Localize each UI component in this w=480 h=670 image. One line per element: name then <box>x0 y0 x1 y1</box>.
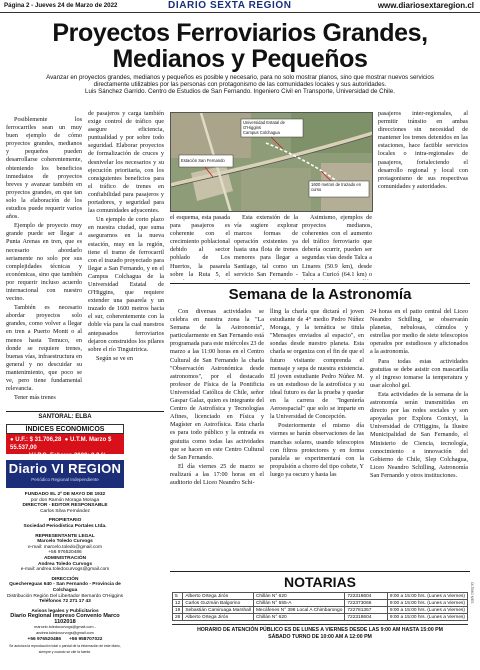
article1-column-5 <box>302 214 372 280</box>
table-cell: 9:00 a 15:00 hrs. (Lunes a Viernes) <box>387 600 467 607</box>
paragraph: Esta extensión de la vía sugiere explorar marcos formas de operación existentes ya hasta una flota de trenes menores para llegar a Santiago, tal como un servicio San Fernando - <box>234 214 298 278</box>
astronomy-title: Semana de la Astronomía <box>228 286 412 303</box>
contact-email[interactable]: marcelo.toledocurvogs@gmail.com - andrea.toledocurvogs@gmail.com <box>34 625 96 636</box>
masthead-logo <box>6 460 124 488</box>
paragraph: Para todas estas actividades gratuitas se debe asistir con mascarilla y el ingreso tomarse la temperatura y usar alcohol gel. <box>370 357 468 389</box>
article-title <box>30 20 450 72</box>
map-label: Campus Colchagua <box>243 130 280 135</box>
table-cell: Alberto Ortega Jirón <box>183 614 254 621</box>
lede-byline: Luis Sánchez Garrido. Centro de Estudios de San Fernando. Ingeniero Civil en Transporte, Universidad de Chile. <box>85 88 395 95</box>
contact-phones <box>6 637 124 643</box>
table-cell: 9:00 a 15:00 hrs. (Lunes a Viernes) <box>387 614 467 621</box>
article2-column-1 <box>170 308 264 570</box>
logo-text: Diario VI REGION <box>8 461 122 476</box>
divider <box>6 411 164 412</box>
uf-value <box>10 436 120 452</box>
economic-indices <box>6 434 124 459</box>
owner-title: PROPIETARIO <box>48 518 82 524</box>
paragraph: El día viernes 25 de marzo se realizará a las 17:00 horas en el auditorio del Liceo Neandro Schi- <box>170 462 264 486</box>
table-cell: 722373066 <box>345 600 387 607</box>
founded: FUNDADO EL 2º DE MAYO DE 1932 <box>24 492 106 497</box>
map-label: Universidad Estatal de O'Higgins <box>243 120 285 130</box>
vertical-note: ÚLTIMO MES <box>470 582 474 604</box>
director-title: DIRECTOR - EDITOR RESPONSABLE <box>22 503 108 509</box>
paragraph: 24 horas en el patio central del Liceo Neandro Schilling, se observarán planetas, nebulosas, cúmulos y estrellas por medio de siete telescopios operados por estudiosos y aficionados a la astronomía. <box>370 308 468 356</box>
ads-title: Avisos legales y Publicitarios <box>31 608 99 614</box>
paragraph: Ejemplo de proyecto muy grande puede ser llegar a Punta Arenas en tren, que es necesario abordarlo seriamente no solo por sus complejidades técnicas y económicas, sino que también por requerir incluso acuerdo internacional con nuestro vecino. <box>6 222 82 303</box>
founder: por don Ramón Moraga Moraga <box>30 497 100 503</box>
divider <box>170 571 470 572</box>
article1-column-4 <box>234 214 298 280</box>
santoral: SANTORAL: ELBA <box>38 414 92 420</box>
title-line-2: Medianos y Pequeños <box>112 45 368 73</box>
map-label-university <box>243 120 301 135</box>
table-row <box>173 607 468 614</box>
paragraph: Esta actividades de la semana de la astronomía serán transmitidas en directo por las redes sociales y son apoyadas por Explora Conicyt, la Universidad de O'Higgins, la Ilustre Municipalidad de San Fernando, el Ministerio de Ciencia, tecnología, conocimiento e innovación del Gobierno de Chile, Slep Colchagua, Liceo Neandro Schilling, Astronomía San Fernando y otros instituciones. <box>370 390 468 479</box>
legal-title: REPRESENTANTE LEGAL <box>35 533 95 539</box>
table-row <box>173 600 468 607</box>
phone-2: +56 958707022 <box>69 636 103 642</box>
notarias-hours <box>172 624 468 641</box>
table-cell: 722781357 <box>345 607 387 614</box>
paragraph: Asimismo, ejemplos de proyectos medianos, coherentes con el aumento del tráfico ferroviario que debería ocurrir, pueden ser segundas vías desde Talca a Linares (50.9 km), desde Talca a Curicó (64.1 km) o <box>302 214 372 278</box>
hours-saturday: SÁBADO TURNO DE 10:00 AM A 12:00 PM <box>268 634 372 640</box>
table-cell: 9:00 a 15:00 hrs. (Lunes a Viernes) <box>387 593 467 600</box>
table-cell: 12 <box>173 600 183 607</box>
table-cell: Chillán N° 620 <box>253 614 344 621</box>
map-label-track: 1600 metros de trazado en curso <box>311 182 362 192</box>
lede-line-2: directamente utilizables por las personas con protagonismo de las comunidades locales y sus autoridades. <box>93 81 387 88</box>
paragraph: Con diversas actividades se celebra en nuestra zona la "La Semana de la Astronomía", particularmente en San Fernando está programada para este miércoles 23 de marzo a las 11:00 horas en el Centro Cultural de San Fernando la charla "Observación Astronómica desde astronomos", por el destacado profesor de Física de la Pontificia Universidad Católica de Chile, señor Gaspar Galaz, quien es integrante del Centro de Astrofísica y Tecnologías Afines, licenciado en Física y Magíster en Astrofísica. Esta charla es para todo público y la entrada es gratuita como todas las actividades que se hacen en este Centro Cultural de San Fernando. <box>170 308 264 461</box>
lede-line-1: Avanzar en proyectos grandes, medianos y pequeños es posible y necesario, para no solo mostrar planos, sino que mostrar nuevos servicios <box>46 74 434 81</box>
address-line-1: Quechereguas 640 - San Fernando - Provincia de Colchagua <box>9 582 121 593</box>
table-cell: Sebastián Camiruaga Marshall <box>183 607 254 614</box>
legal-name: Marcelo Toledo Curvogs <box>37 539 93 545</box>
paper-name: DIARIO SEXTA REGIÓN <box>168 0 292 11</box>
uf-text: ● U.F.: $ 31.706,28 <box>10 437 62 443</box>
table-cell: 26 <box>173 614 183 621</box>
paragraph: Posteriormente el mismo día viernes se harán observaciones de las manchas solares, usando telescopios con filtros protectores y en forma paralela se experimentará con la propulsión a chorro del tipo cohete, Y luego ya oscuro y hasta las <box>270 422 364 478</box>
article1-column-3 <box>170 214 230 280</box>
admin-name: Andrea Toledo Curvogs <box>37 561 92 567</box>
divider <box>170 283 470 284</box>
article1-column-1 <box>6 116 82 410</box>
address-title: DIRECCIÓN <box>51 576 79 582</box>
paragraph: También es necesario abordar proyectos solo grandes, como volver a llegar en tren a Puerto Montt o al menos hasta Temuco, en donde se requiere trenes, buenas vías, infraestructura en general y no descuidar su mantenimiento, que poco se ve, pero tiene fundamental relevancia. <box>6 304 82 393</box>
imprint <box>6 492 124 655</box>
notarias-title: NOTARIAS <box>283 574 357 590</box>
article-lede <box>14 74 466 95</box>
table-cell: 722318604 <box>345 614 387 621</box>
table-cell: Alberto Ortega Jirón <box>183 593 254 600</box>
logo-subtitle: Periódico Regional Independiente <box>31 477 99 482</box>
notarias-table <box>172 592 468 621</box>
page-header <box>0 0 480 13</box>
article2-column-2 <box>270 308 364 570</box>
table-row <box>173 593 468 600</box>
owner: Sociedad Periodística Portales Ltda. <box>23 523 107 529</box>
paragraph: Tener más trenes <box>14 394 56 402</box>
article1-column-2 <box>88 110 164 410</box>
map-label-station: Estación San Fernando <box>181 158 225 163</box>
table-cell: Mecáfenes N° 398 Local A Chimbarongo <box>253 607 344 614</box>
ipc-text: ● V.I.P.C. Febrero 2022: 0,3 % <box>23 453 107 459</box>
admin-title: ADMINISTRACIÓN <box>43 555 87 561</box>
paragraph: el esquema, esta pasada para pasajeros es coherente con el crecimiento poblacional debido al sector poblado de Los Huertos, la pasarela sobre la Ruta 5, el <box>170 214 230 278</box>
agreement: Diario Regional impreso Convenio Marco 1102018 <box>10 613 120 625</box>
utm-text: ● U.T.M. Marzo $ 55.537,00 <box>10 437 112 451</box>
paragraph: lling la charla que dictará el joven estudiante de 4° medio Pedro Núñez Moraga, y la temática se titula "Mensajes enviados al espacio", en sondas desde nuestro planeta. Esta charla se organiza con el fin de que el futuro visitante comprenda el mensaje y sepa de nuestra existencia. El joven estudiante Pedro Núñez M. es un estudioso de la astrofísica y su ideal futuro es dar la prueba y quedar en la carrera de "Ingeniería Aeroespacial" que solo se imparte en la Universidad de Concepción. <box>270 308 364 421</box>
table-cell: Chillán N° 620 <box>253 593 344 600</box>
table-cell: Chillán N° 555-A <box>253 600 344 607</box>
address-line-2: Distribución Región Del Libertador Bernardo O'Higgins <box>6 593 124 599</box>
phone: Teléfonos 72 271 17 43 <box>39 599 91 605</box>
paragraph: Posiblemente los ferrocarriles sean un muy buen ejemplo de cómo proyectos grandes, medianos y pequeños pueden desarrollarse coherentemente, obteniendo los beneficios inmediatos de proyectos breves y avanzar también en proyectos grandes, en que tan solo la elaboración de los estudios puede requerir varios años. <box>6 116 82 221</box>
table-cell: 722318604 <box>345 593 387 600</box>
director: Carlos Silva Fernández <box>40 508 90 514</box>
paragraph: Un ejemplo de corto plazo en nuestra ciudad, que suma asegurarnos en la nueva estación, muy en la región, tiene el tramo de ferrocarril con el trazado proyectado para llegar a San Fernando, y en el Campus Colchagua de la Universidad Estatal de O'Higgins, que requiere extender una pasarela y un trazado de 1600 metros hacia el sur, coherentemente con la doble vía para la cual nuestros antepasados ferroviarios dejaron construidos los pilares sobre el río Tinguiririca. <box>88 216 164 353</box>
admin-email[interactable]: e-mail: andrea.toledocurvogs@gmail.com <box>20 567 110 573</box>
table-cell: Carlos Guzmán Balgorino <box>183 600 254 607</box>
table-cell: 5 <box>173 593 183 600</box>
paragraph: pasajeros inter-regionales, al permitir tránsito en ambas direcciones sin necesidad de mantener los trenes detenidos en las estaciones, hace factible servicios locales o intra-regionales de pasajeros, fortaleciendo el desarrollo regional y local con protagonismo de sus respectivas comunidades y autoridades. <box>378 110 468 190</box>
legal-email[interactable]: e-mail: marcelo.toledo@gmail.com <box>28 544 102 550</box>
disclaimer: Se autoriza la reproducción total o parcial de la información de este diario, siempre y cuando se cite la fuente. <box>9 644 121 654</box>
paragraph: Según se ve en <box>96 354 133 362</box>
paragraph: de pasajeros y carga también exige control de tráfico que asegure eficiencia, puntualidad y por sobre todo seguridad. Elaborar proyectos de formalización de cruces y desnivelar los necesarios y su ejecución prioritaria, con los consiguientes beneficios para el tráfico de trenes en confiabilidad para pasajeros y portadores, y seguridad para las comunidades adyacentes. <box>88 110 164 215</box>
railway-map-image <box>170 112 373 212</box>
title-line-1: Proyectos Ferroviarios Grandes, <box>52 19 428 47</box>
legal-phone: +56 976520486 <box>48 550 82 556</box>
article2-column-3 <box>370 308 468 570</box>
article1-column-6 <box>378 110 468 280</box>
indices-title: ÍNDICES ECONÓMICOS <box>6 424 124 434</box>
table-cell: 9:00 a 15:00 hrs. (Lunes a Viernes) <box>387 607 467 614</box>
page-date: Página 2 - Jueves 24 de Marzo de 2022 <box>4 2 118 9</box>
phone-1: +56 976520486 <box>27 636 61 642</box>
table-cell: 19 <box>173 607 183 614</box>
website-link[interactable]: www.diariosextaregion.cl <box>377 1 474 10</box>
table-row <box>173 614 468 621</box>
hours-weekday: HORARIO DE ATENCIÓN PÚBLICO ES DE LUNES A VIERNES DESDE LAS 9:00 AM HASTA 15:00 PM <box>197 627 443 633</box>
